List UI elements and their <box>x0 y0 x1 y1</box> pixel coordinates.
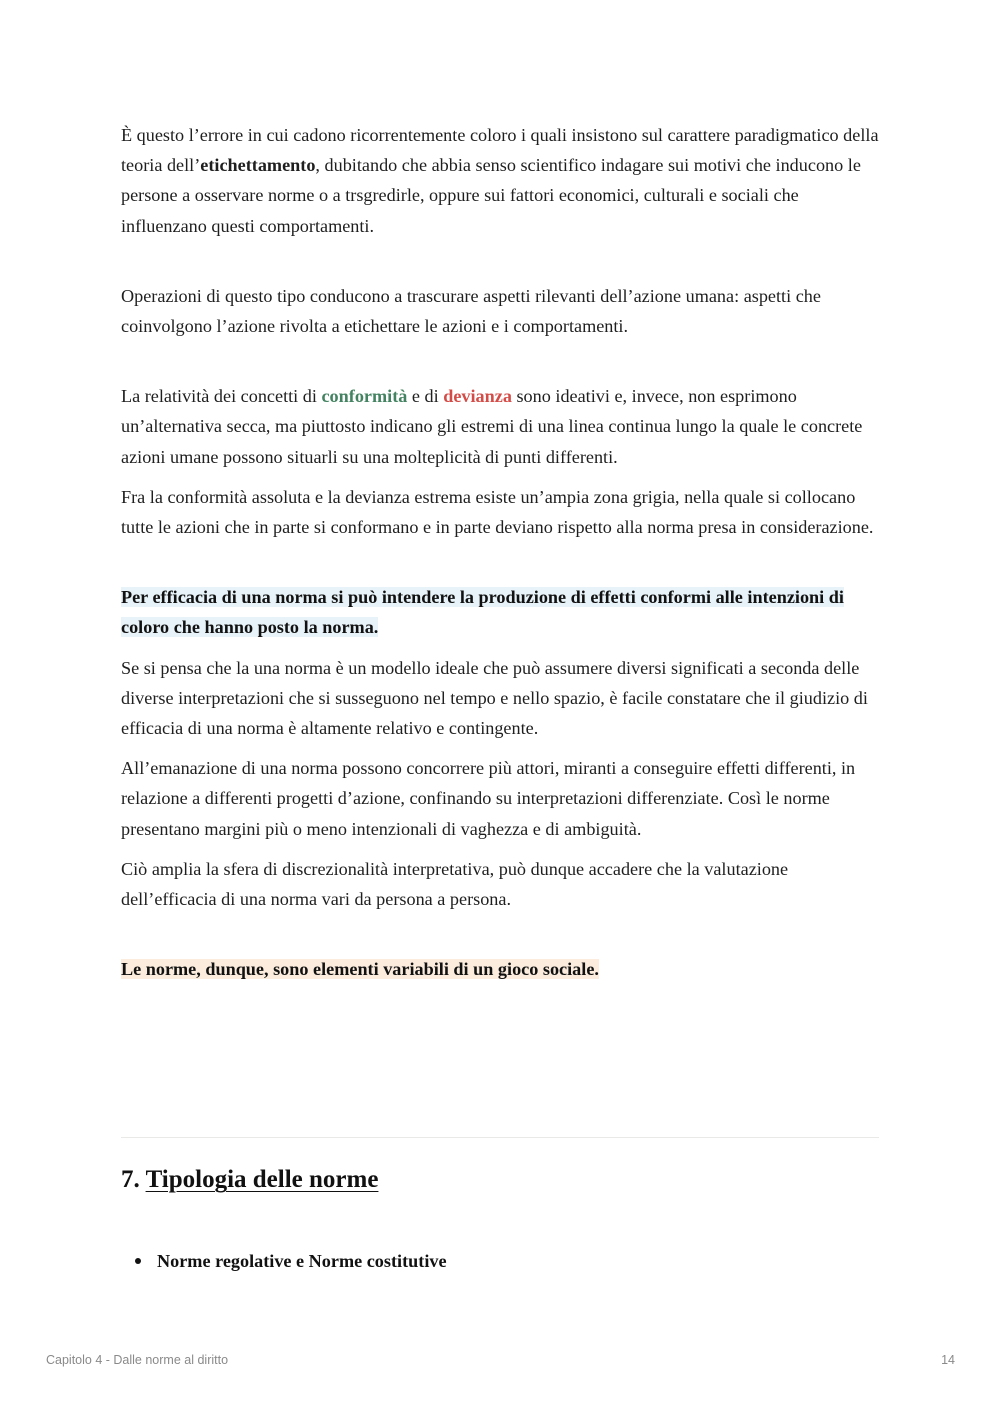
list-item <box>121 1246 447 1276</box>
paragraph-etichettamento <box>121 120 881 241</box>
section-number: 7. <box>121 1166 146 1193</box>
section-title: Tipologia delle norme <box>145 1166 379 1193</box>
bullet-icon <box>135 1258 141 1264</box>
highlighted-definition: Per efficacia di una norma si può intendere la produzione di effetti conformi alle intenzioni di coloro che hanno posto la norma. <box>121 587 844 638</box>
paragraph-discrezionalita: Ciò amplia la sfera di discrezionalità interpretativa, può dunque accadere che la valutazione dell’efficacia di una norma vari da persona a persona. <box>121 858 789 910</box>
term-devianza: devianza <box>443 386 512 407</box>
footer-chapter-title: Capitolo 4 - Dalle norme al diritto <box>46 1353 229 1367</box>
document-body <box>121 120 881 984</box>
paragraph-operazioni: Operazioni di questo tipo conducono a trascurare aspetti rilevanti dell’azione umana: aspetti che coinvolgono l’azione rivolta a etichettare le azioni e i comportamenti. <box>121 285 821 337</box>
paragraph-relativita <box>121 381 881 472</box>
paragraph-efficacia-definition <box>121 582 881 642</box>
section-heading <box>121 1160 378 1200</box>
paragraph-text: e di <box>407 386 444 407</box>
list-item-label: Norme regolative e Norme costitutive <box>157 1251 447 1271</box>
paragraph-text: È questo l’errore in cui cadono ricorrentemente coloro i quali insistono sul carattere paradigmatico della teoria dell’ <box>121 125 879 176</box>
highlighted-conclusion: Le norme, dunque, sono elementi variabili di un gioco sociale. <box>121 959 599 980</box>
paragraph-text: La relatività dei concetti di <box>121 386 322 407</box>
paragraph-zona-grigia: Fra la conformità assoluta e la devianza estrema esiste un’ampia zona grigia, nella quale si collocano tutte le azioni che in parte si conformano e in parte deviano rispetto alla norma presa in considerazione. <box>121 486 874 538</box>
footer-page-number: 14 <box>941 1353 955 1367</box>
paragraph-modello-ideale: Se si pensa che la una norma è un modello ideale che può assumere diversi significati a seconda delle diverse interpretazioni che si susseguono nel tempo e nello spazio, è facile constatare che il giudizio di efficacia di una norma è altamente relativo e contingente. <box>121 657 868 739</box>
term-conformita: conformità <box>321 386 408 407</box>
bullet-list <box>121 1246 447 1276</box>
paragraph-text: sono ideativi e, invece, non esprimono un’alternativa secca, ma piuttosto indicano gli estremi di una linea continua lungo la quale le concrete azioni umane possono situarli su una molteplicità di punti differenti. <box>121 386 863 467</box>
paragraph-emanazione: All’emanazione di una norma possono concorrere più attori, miranti a conseguire effetti differenti, in relazione a differenti progetti d’azione, confinando su interpretazioni differenziate. Così le norme presentano margini più o meno intenzionali di vaghezza e di ambiguità. <box>121 758 856 839</box>
paragraph-text: , dubitando che abbia senso scientifico indagare sui motivi che inducono le persone a osservare norme o a trsgredirle, oppure sui fattori economici, culturali e sociali che influenzano questi comportamenti. <box>121 155 861 236</box>
section-divider <box>121 1137 879 1138</box>
bold-term-etichettamento: etichettamento <box>200 155 316 176</box>
paragraph-gioco-sociale <box>121 954 881 984</box>
